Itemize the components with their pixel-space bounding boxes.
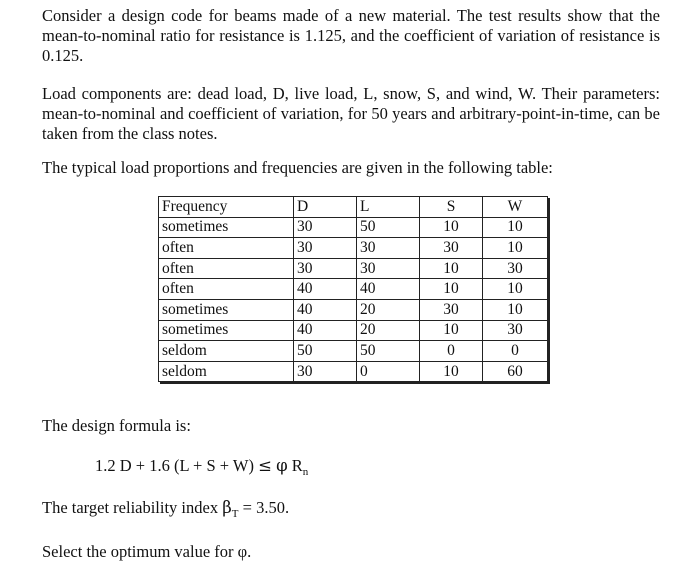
design-formula bbox=[95, 456, 308, 482]
cell-snow: 10 bbox=[420, 258, 483, 279]
cell-snow: 10 bbox=[420, 361, 483, 382]
header-cell-wind: W bbox=[483, 197, 548, 218]
load-table-body bbox=[159, 197, 548, 382]
target-reliability-text: The target reliability index bbox=[42, 498, 219, 517]
target-value: 3.50. bbox=[256, 498, 290, 517]
cell-live-load: 30 bbox=[357, 238, 420, 259]
design-formula-label: The design formula is: bbox=[42, 416, 191, 435]
header-cell-live-load: L bbox=[357, 197, 420, 218]
cell-dead-load: 40 bbox=[294, 279, 357, 300]
table-row bbox=[159, 320, 548, 341]
cell-wind: 0 bbox=[483, 341, 548, 362]
header-cell-snow: S bbox=[420, 197, 483, 218]
table-row bbox=[159, 279, 548, 300]
select-phi-instruction: Select the optimum value for φ. bbox=[42, 542, 252, 561]
cell-dead-load: 40 bbox=[294, 299, 357, 320]
formula-relation: ≤ bbox=[258, 456, 272, 475]
cell-live-load: 50 bbox=[357, 217, 420, 238]
target-reliability-line bbox=[42, 498, 289, 524]
formula-resistance-subscript: n bbox=[302, 466, 309, 478]
load-components-paragraph: Load components are: dead load, D, live load, L, snow, S, and wind, W. Their parameters: mean-to-nominal and coefficient of variation, for 50 years and arbitrary-point-in-time, can be taken from the class notes. bbox=[42, 84, 660, 143]
table-row bbox=[159, 341, 548, 362]
cell-live-load: 30 bbox=[357, 258, 420, 279]
cell-wind: 30 bbox=[483, 258, 548, 279]
table-intro-paragraph: The typical load proportions and frequencies are given in the following table: bbox=[42, 158, 553, 177]
cell-wind: 10 bbox=[483, 279, 548, 300]
cell-wind: 10 bbox=[483, 238, 548, 259]
table-row bbox=[159, 361, 548, 382]
table-row bbox=[159, 258, 548, 279]
cell-live-load: 0 bbox=[357, 361, 420, 382]
cell-wind: 10 bbox=[483, 217, 548, 238]
cell-dead-load: 30 bbox=[294, 238, 357, 259]
cell-frequency: sometimes bbox=[159, 299, 294, 320]
table-row bbox=[159, 299, 548, 320]
cell-dead-load: 30 bbox=[294, 258, 357, 279]
cell-snow: 30 bbox=[420, 238, 483, 259]
cell-dead-load: 30 bbox=[294, 361, 357, 382]
target-beta: β bbox=[222, 498, 232, 517]
cell-live-load: 20 bbox=[357, 320, 420, 341]
load-proportions-table bbox=[158, 196, 548, 382]
cell-snow: 10 bbox=[420, 217, 483, 238]
cell-snow: 10 bbox=[420, 279, 483, 300]
table-row bbox=[159, 217, 548, 238]
cell-frequency: sometimes bbox=[159, 320, 294, 341]
formula-resistance: R bbox=[291, 456, 303, 475]
cell-frequency: seldom bbox=[159, 341, 294, 362]
formula-phi: φ bbox=[276, 456, 288, 475]
target-equals: = bbox=[242, 498, 252, 517]
header-cell-dead-load: D bbox=[294, 197, 357, 218]
cell-snow: 0 bbox=[420, 341, 483, 362]
formula-load-side: 1.2 D + 1.6 (L + S + W) bbox=[95, 456, 254, 475]
cell-wind: 10 bbox=[483, 299, 548, 320]
cell-wind: 60 bbox=[483, 361, 548, 382]
table-row bbox=[159, 238, 548, 259]
cell-frequency: often bbox=[159, 258, 294, 279]
header-cell-frequency: Frequency bbox=[159, 197, 294, 218]
cell-wind: 30 bbox=[483, 320, 548, 341]
cell-snow: 10 bbox=[420, 320, 483, 341]
cell-dead-load: 30 bbox=[294, 217, 357, 238]
cell-frequency: often bbox=[159, 238, 294, 259]
intro-paragraph: Consider a design code for beams made of a new material. The test results show that the mean-to-nominal ratio for resistance is 1.125, and the coefficient of variation of resistance is 0.125. bbox=[42, 6, 660, 65]
cell-live-load: 50 bbox=[357, 341, 420, 362]
cell-frequency: seldom bbox=[159, 361, 294, 382]
cell-dead-load: 50 bbox=[294, 341, 357, 362]
cell-dead-load: 40 bbox=[294, 320, 357, 341]
cell-snow: 30 bbox=[420, 299, 483, 320]
cell-frequency: sometimes bbox=[159, 217, 294, 238]
cell-live-load: 40 bbox=[357, 279, 420, 300]
cell-live-load: 20 bbox=[357, 299, 420, 320]
target-beta-subscript: T bbox=[231, 508, 239, 520]
table-header-row bbox=[159, 197, 548, 218]
cell-frequency: often bbox=[159, 279, 294, 300]
